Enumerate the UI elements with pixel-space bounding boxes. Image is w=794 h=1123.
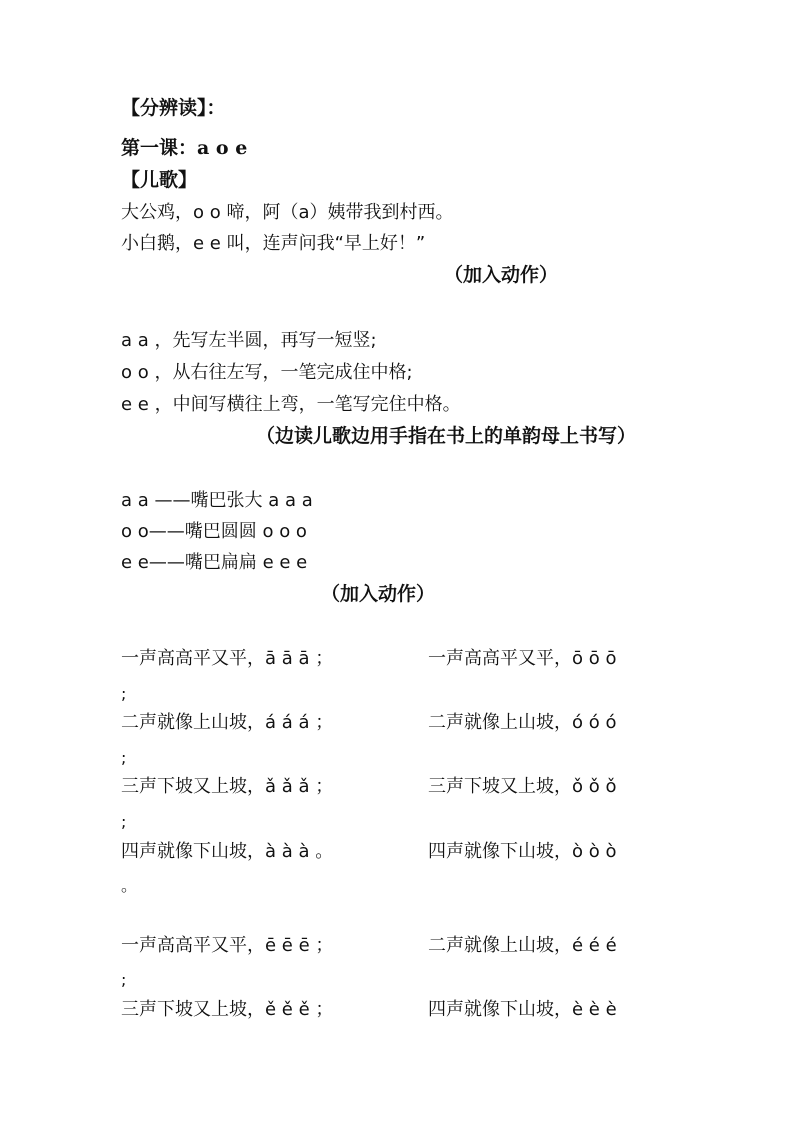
action-note: （加入动作） <box>321 583 436 605</box>
tone-row-tail: ; <box>121 970 127 989</box>
tone-row-tail: ; <box>121 812 127 831</box>
tone-row-right: 三声下坡又上坡，ǒ ǒ ǒ <box>428 776 617 797</box>
tone-row-tail: ; <box>121 684 127 703</box>
writing-rhyme: e e ，中间写横往上弯，一笔写完住中格。 <box>121 394 461 415</box>
tone-row-tail: ; <box>121 748 127 767</box>
tone-row-right: 一声高高平又平，ō ō ō <box>428 648 617 669</box>
mouth-line: e e——嘴巴扁扁 e e e <box>121 552 308 573</box>
mouth-line: a a ——嘴巴张大 a a a <box>121 490 313 511</box>
tone-row-left: 三声下坡又上坡，ě ě ě ； <box>121 999 334 1020</box>
tone-row-right: 四声就像下山坡，ò ò ò <box>428 841 617 862</box>
tone-row-left: 三声下坡又上坡，ǎ ǎ ǎ ； <box>121 776 334 797</box>
tone-row-right: 四声就像下山坡，è è è <box>428 999 617 1020</box>
action-note: （加入动作） <box>444 264 559 286</box>
tone-row-left: 一声高高平又平，ā ā ā ； <box>121 648 334 669</box>
song-line: 小白鹅，e e 叫，连声问我“早上好！” <box>121 233 426 254</box>
mouth-line: o o——嘴巴圆圆 o o o <box>121 521 307 542</box>
tone-row-right: 二声就像上山坡，é é é <box>428 935 617 956</box>
lesson-title: 第一课：a o e <box>121 137 248 159</box>
tone-row-right: 二声就像上山坡，ó ó ó <box>428 712 617 733</box>
writing-rhyme: a a ，先写左半圆，再写一短竖; <box>121 330 377 351</box>
tone-row-left: 四声就像下山坡，à à à 。 <box>121 841 334 862</box>
tone-row-left: 二声就像上山坡，á á á ； <box>121 712 334 733</box>
writing-rhyme: o o ，从右往左写，一笔完成住中格; <box>121 362 413 383</box>
tone-row-tail: 。 <box>121 876 138 895</box>
finger-note: （边读儿歌边用手指在书上的单韵母上书写） <box>256 425 637 447</box>
tone-row-left: 一声高高平又平，ē ē ē ； <box>121 935 334 956</box>
section-header: 【分辨读】： <box>121 97 226 119</box>
song-line: 大公鸡，o o 啼，阿（a）姨带我到村西。 <box>121 202 454 223</box>
song-label: 【儿歌】 <box>121 169 198 191</box>
